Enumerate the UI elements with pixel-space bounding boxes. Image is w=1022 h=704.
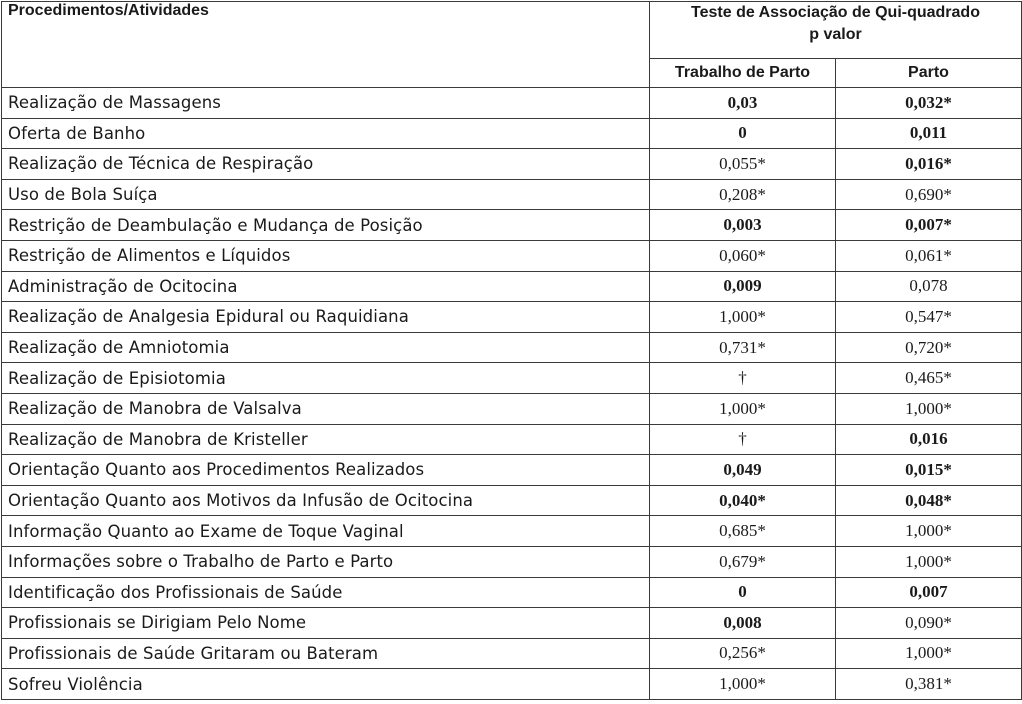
labor-p-value: 0,03 [650,88,836,119]
table-row [2,118,1022,149]
table-row [2,393,1022,424]
birth-p-value: 0,011 [836,118,1022,149]
labor-p-value: † [650,424,836,455]
labor-p-value: 0,679* [650,546,836,577]
birth-p-value: 0,007* [836,210,1022,241]
table-row [2,669,1022,700]
table-row [2,455,1022,486]
labor-p-value: 0,060* [650,240,836,271]
test-header-line1: Teste de Associação de Qui-quadrado [691,4,980,21]
birth-p-value: 1,000* [836,546,1022,577]
birth-p-value: 0,465* [836,363,1022,394]
table-body [2,88,1022,700]
table-header [2,2,1022,88]
procedure-label: Restrição de Deambulação e Mudança de Posição [2,210,650,241]
procedure-label: Profissionais de Saúde Gritaram ou Bateram [2,638,650,669]
procedure-label: Realização de Analgesia Epidural ou Raquidiana [2,302,650,333]
test-header-line2: p valor [809,26,862,43]
birth-p-value: 0,078 [836,271,1022,302]
labor-p-value: † [650,363,836,394]
birth-p-value: 0,061* [836,240,1022,271]
birth-p-value: 0,720* [836,332,1022,363]
birth-p-value: 0,015* [836,455,1022,486]
procedure-label: Sofreu Violência [2,669,650,700]
birth-p-value: 0,090* [836,608,1022,639]
table-row [2,88,1022,119]
table-row [2,179,1022,210]
labor-column-header: Trabalho de Parto [650,59,836,88]
table-row [2,149,1022,180]
birth-p-value: 1,000* [836,393,1022,424]
birth-p-value: 1,000* [836,516,1022,547]
procedures-header: Procedimentos/Atividades [2,2,650,88]
procedure-label: Uso de Bola Suíça [2,179,650,210]
labor-p-value: 0,731* [650,332,836,363]
table-row [2,210,1022,241]
table-row [2,638,1022,669]
table-row [2,608,1022,639]
procedure-label: Realização de Amniotomia [2,332,650,363]
labor-p-value: 0,685* [650,516,836,547]
labor-p-value: 0,049 [650,455,836,486]
labor-p-value: 1,000* [650,393,836,424]
table-row [2,271,1022,302]
labor-p-value: 0,040* [650,485,836,516]
procedure-label: Realização de Massagens [2,88,650,119]
labor-p-value: 1,000* [650,302,836,333]
chi-square-table [1,1,1022,700]
procedure-label: Informações sobre o Trabalho de Parto e Parto [2,546,650,577]
procedure-label: Orientação Quanto aos Procedimentos Realizados [2,455,650,486]
procedure-label: Identificação dos Profissionais de Saúde [2,577,650,608]
labor-p-value: 0 [650,577,836,608]
labor-p-value: 0,003 [650,210,836,241]
test-header [650,2,1022,59]
birth-p-value: 0,690* [836,179,1022,210]
procedure-label: Oferta de Banho [2,118,650,149]
table-row [2,577,1022,608]
labor-p-value: 0,256* [650,638,836,669]
table-row [2,516,1022,547]
table-row [2,332,1022,363]
birth-p-value: 0,032* [836,88,1022,119]
labor-p-value: 0,055* [650,149,836,180]
labor-p-value: 0,008 [650,608,836,639]
labor-p-value: 1,000* [650,669,836,700]
procedure-label: Administração de Ocitocina [2,271,650,302]
labor-p-value: 0 [650,118,836,149]
table-row [2,240,1022,271]
birth-p-value: 0,016* [836,149,1022,180]
procedure-label: Realização de Episiotomia [2,363,650,394]
labor-p-value: 0,208* [650,179,836,210]
procedure-label: Realização de Manobra de Valsalva [2,393,650,424]
procedure-label: Restrição de Alimentos e Líquidos [2,240,650,271]
birth-p-value: 1,000* [836,638,1022,669]
birth-p-value: 0,016 [836,424,1022,455]
table-row [2,546,1022,577]
table-row [2,485,1022,516]
procedure-label: Orientação Quanto aos Motivos da Infusão de Ocitocina [2,485,650,516]
birth-p-value: 0,381* [836,669,1022,700]
birth-column-header: Parto [836,59,1022,88]
procedure-label: Profissionais se Dirigiam Pelo Nome [2,608,650,639]
birth-p-value: 0,048* [836,485,1022,516]
procedure-label: Realização de Manobra de Kristeller [2,424,650,455]
table-row [2,302,1022,333]
table-row [2,424,1022,455]
procedure-label: Realização de Técnica de Respiração [2,149,650,180]
birth-p-value: 0,007 [836,577,1022,608]
table-row [2,363,1022,394]
birth-p-value: 0,547* [836,302,1022,333]
procedure-label: Informação Quanto ao Exame de Toque Vaginal [2,516,650,547]
labor-p-value: 0,009 [650,271,836,302]
